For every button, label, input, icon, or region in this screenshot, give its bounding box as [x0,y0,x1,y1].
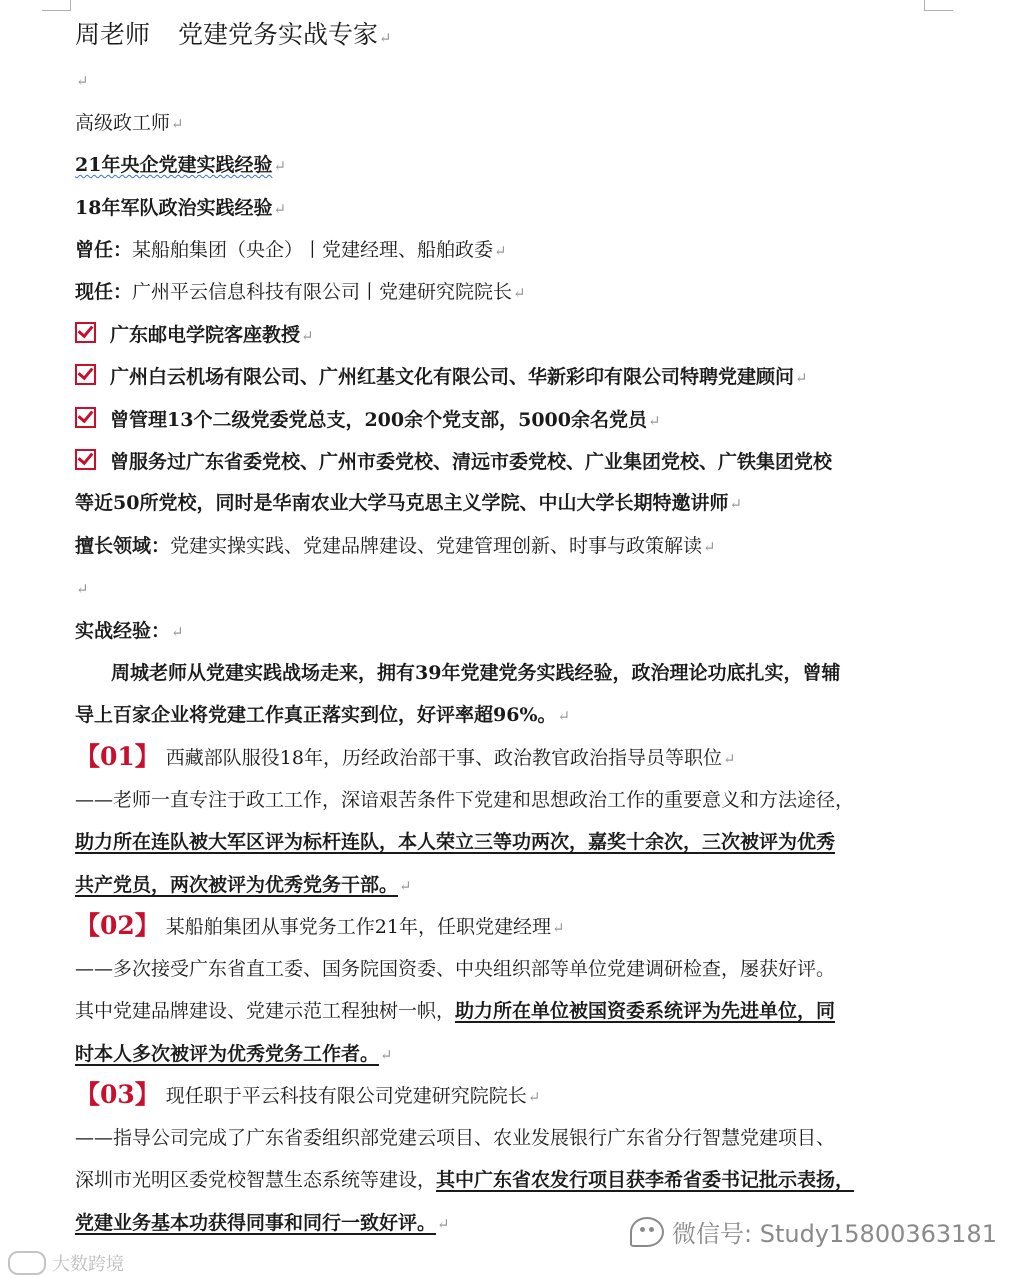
paragraph-mark-icon: ↵ [551,919,565,937]
item-body-text-underlined: 时本人多次被评为优秀党务工作者。 [75,1043,380,1065]
item-number: 【02】 [75,911,160,940]
honor-item [75,364,808,390]
experience-item-heading [75,1080,541,1109]
expertise-label: 擅长领域： [75,535,171,557]
experience-item-heading [75,911,565,940]
item-body-text: 其中党建品牌建设、党建示范工程独树一帜， [75,1000,456,1022]
item-body-line [75,1211,450,1236]
paragraph-mark-icon: ↵ [513,284,526,302]
paragraph-mark-icon: ↵ [729,495,743,513]
item-body-line [75,957,835,981]
honor-text-cont: 等近50所党校，同时是华南农业大学马克思主义学院、中山大学长期特邀讲师 [75,492,729,514]
item-body-text: 深圳市光明区委党校智慧生态系统等建设， [75,1169,437,1191]
former-position [75,238,507,263]
experience-heading [75,619,184,644]
exp1-text: 21年央企党建实践经验 [75,154,273,176]
checkbox-checked-icon [75,407,96,428]
item-body-line [75,1126,835,1150]
paragraph-mark-icon: ↵ [527,1088,541,1106]
item-body-line [75,999,835,1023]
item-body-line [75,1168,854,1192]
checkbox-checked-icon [75,449,96,470]
brand-watermark-text: 大数跨境 [52,1254,124,1275]
page-corner-mark-right [924,0,953,11]
summary-line-2 [75,703,570,728]
paragraph-mark-icon: ↵ [437,1215,450,1233]
paragraph-mark-icon: ↵ [301,327,314,345]
current-label: 现任： [75,281,133,303]
item-body-text: ——老师一直专注于政工工作，深谙艰苦条件下党建和思想政治工作的重要意义和方法途径， [75,789,855,811]
paragraph-mark-icon: ↵ [171,115,184,133]
item-body-line [75,1042,393,1067]
paragraph-mark-icon: ↵ [380,1046,393,1064]
summary-line-1 [75,661,840,685]
current-position [75,280,526,305]
page-corner-mark-left [42,0,71,11]
item-body-text: ——指导公司完成了广东省委组织部党建云项目、农业发展银行广东省分行智慧党建项目、 [75,1127,836,1149]
wechat-watermark-text: 微信号: Study15800363181 [672,1220,997,1248]
brand-watermark [8,1250,124,1276]
honor-item [75,407,661,433]
honor-item [75,449,832,474]
item-body-text: ——多次接受广东省直工委、国务院国资委、中央组织部等单位党建调研检查，屡获好评。 [75,958,836,980]
item-heading-text: 西藏部队服役18年，历经政治部干事、政治教官政治指导员等职位 [165,747,722,769]
paragraph-mark-icon: ↵ [494,242,507,260]
item-body-text-underlined: 共产党员，两次被评为优秀党务干部。 [75,874,399,896]
paragraph-mark-icon: ↵ [273,200,287,218]
former-label: 曾任： [75,239,133,261]
checkbox-checked-icon [75,364,96,385]
item-body-text-underlined: 助力所在单位被国资委系统评为先进单位，同 [455,1000,836,1022]
experience-label: 实战经验： [75,620,171,642]
paragraph-mark-icon: ↵ [703,538,716,556]
honor-text: 曾管理13个二级党委党总支，200余个党支部，5000余名党员 [110,409,647,431]
item-body-text-underlined: 助力所在连队被大军区评为标杆连队，本人荣立三等功两次，嘉奖十余次，三次被评为优秀 [75,831,836,853]
former-text: 某船舶集团（央企）丨党建经理、船舶政委 [132,239,494,261]
current-text: 广州平云信息科技有限公司丨党建研究院院长 [132,281,513,303]
summary-text: 导上百家企业将党建工作真正落实到位，好评率超96%。 [75,704,557,726]
paragraph-mark-icon: ↵ [379,29,392,47]
paragraph-mark-icon: ↵ [795,369,808,387]
item-heading-text: 现任职于平云科技有限公司党建研究院院长 [165,1085,527,1107]
paragraph-mark-icon: ↵ [722,750,736,768]
experience-item-heading [75,742,736,771]
honor-item-continuation [75,491,742,516]
empty-paragraph [75,576,89,601]
paragraph-mark-icon: ↵ [647,412,661,430]
wechat-icon [630,1217,664,1247]
item-body-text-underlined: 党建业务基本功获得同事和同行一致好评。 [75,1212,437,1234]
rank-line [75,111,184,136]
item-number: 【03】 [75,1080,160,1109]
paragraph-mark-icon: ↵ [76,72,89,90]
title-role: 党建党务实战专家 [178,20,379,49]
title-name: 周老师 [75,20,151,49]
experience-line-1 [75,153,286,178]
paragraph-mark-icon: ↵ [399,877,412,895]
brand-logo-icon [8,1251,46,1275]
honor-item [75,322,314,348]
item-body-text-underlined: 其中广东省农发行项目获李希省委书记批示表扬， [436,1169,855,1191]
paragraph-mark-icon: ↵ [557,707,571,725]
item-body-line [75,873,412,898]
expertise-text: 党建实操实践、党建品牌建设、党建管理创新、时事与政策解读 [170,535,703,557]
summary-text: 周城老师从党建实践战场走来，拥有39年党建党务实践经验，政治理论功底扎实，曾辅 [111,662,841,684]
item-body-line [75,788,854,812]
honor-text: 广东邮电学院客座教授 [110,324,301,346]
item-number: 【01】 [75,742,160,771]
exp2-text: 18年军队政治实践经验 [75,197,273,219]
rank-text: 高级政工师 [75,112,171,134]
item-heading-text: 某船舶集团从事党务工作21年，任职党建经理 [165,916,551,938]
item-body-line [75,830,835,854]
wechat-watermark [630,1214,997,1249]
paragraph-mark-icon: ↵ [171,623,184,641]
experience-line-2 [75,196,286,221]
page-title [75,19,392,54]
checkbox-checked-icon [75,322,96,343]
empty-paragraph [75,68,89,93]
honor-text: 广州白云机场有限公司、广州红基文化有限公司、华新彩印有限公司特聘党建顾问 [110,366,795,388]
honor-text: 曾服务过广东省委党校、广州市委党校、清远市委党校、广业集团党校、广铁集团党校 [110,451,833,473]
paragraph-mark-icon: ↵ [273,157,287,175]
expertise-line [75,534,716,559]
paragraph-mark-icon: ↵ [76,580,89,598]
